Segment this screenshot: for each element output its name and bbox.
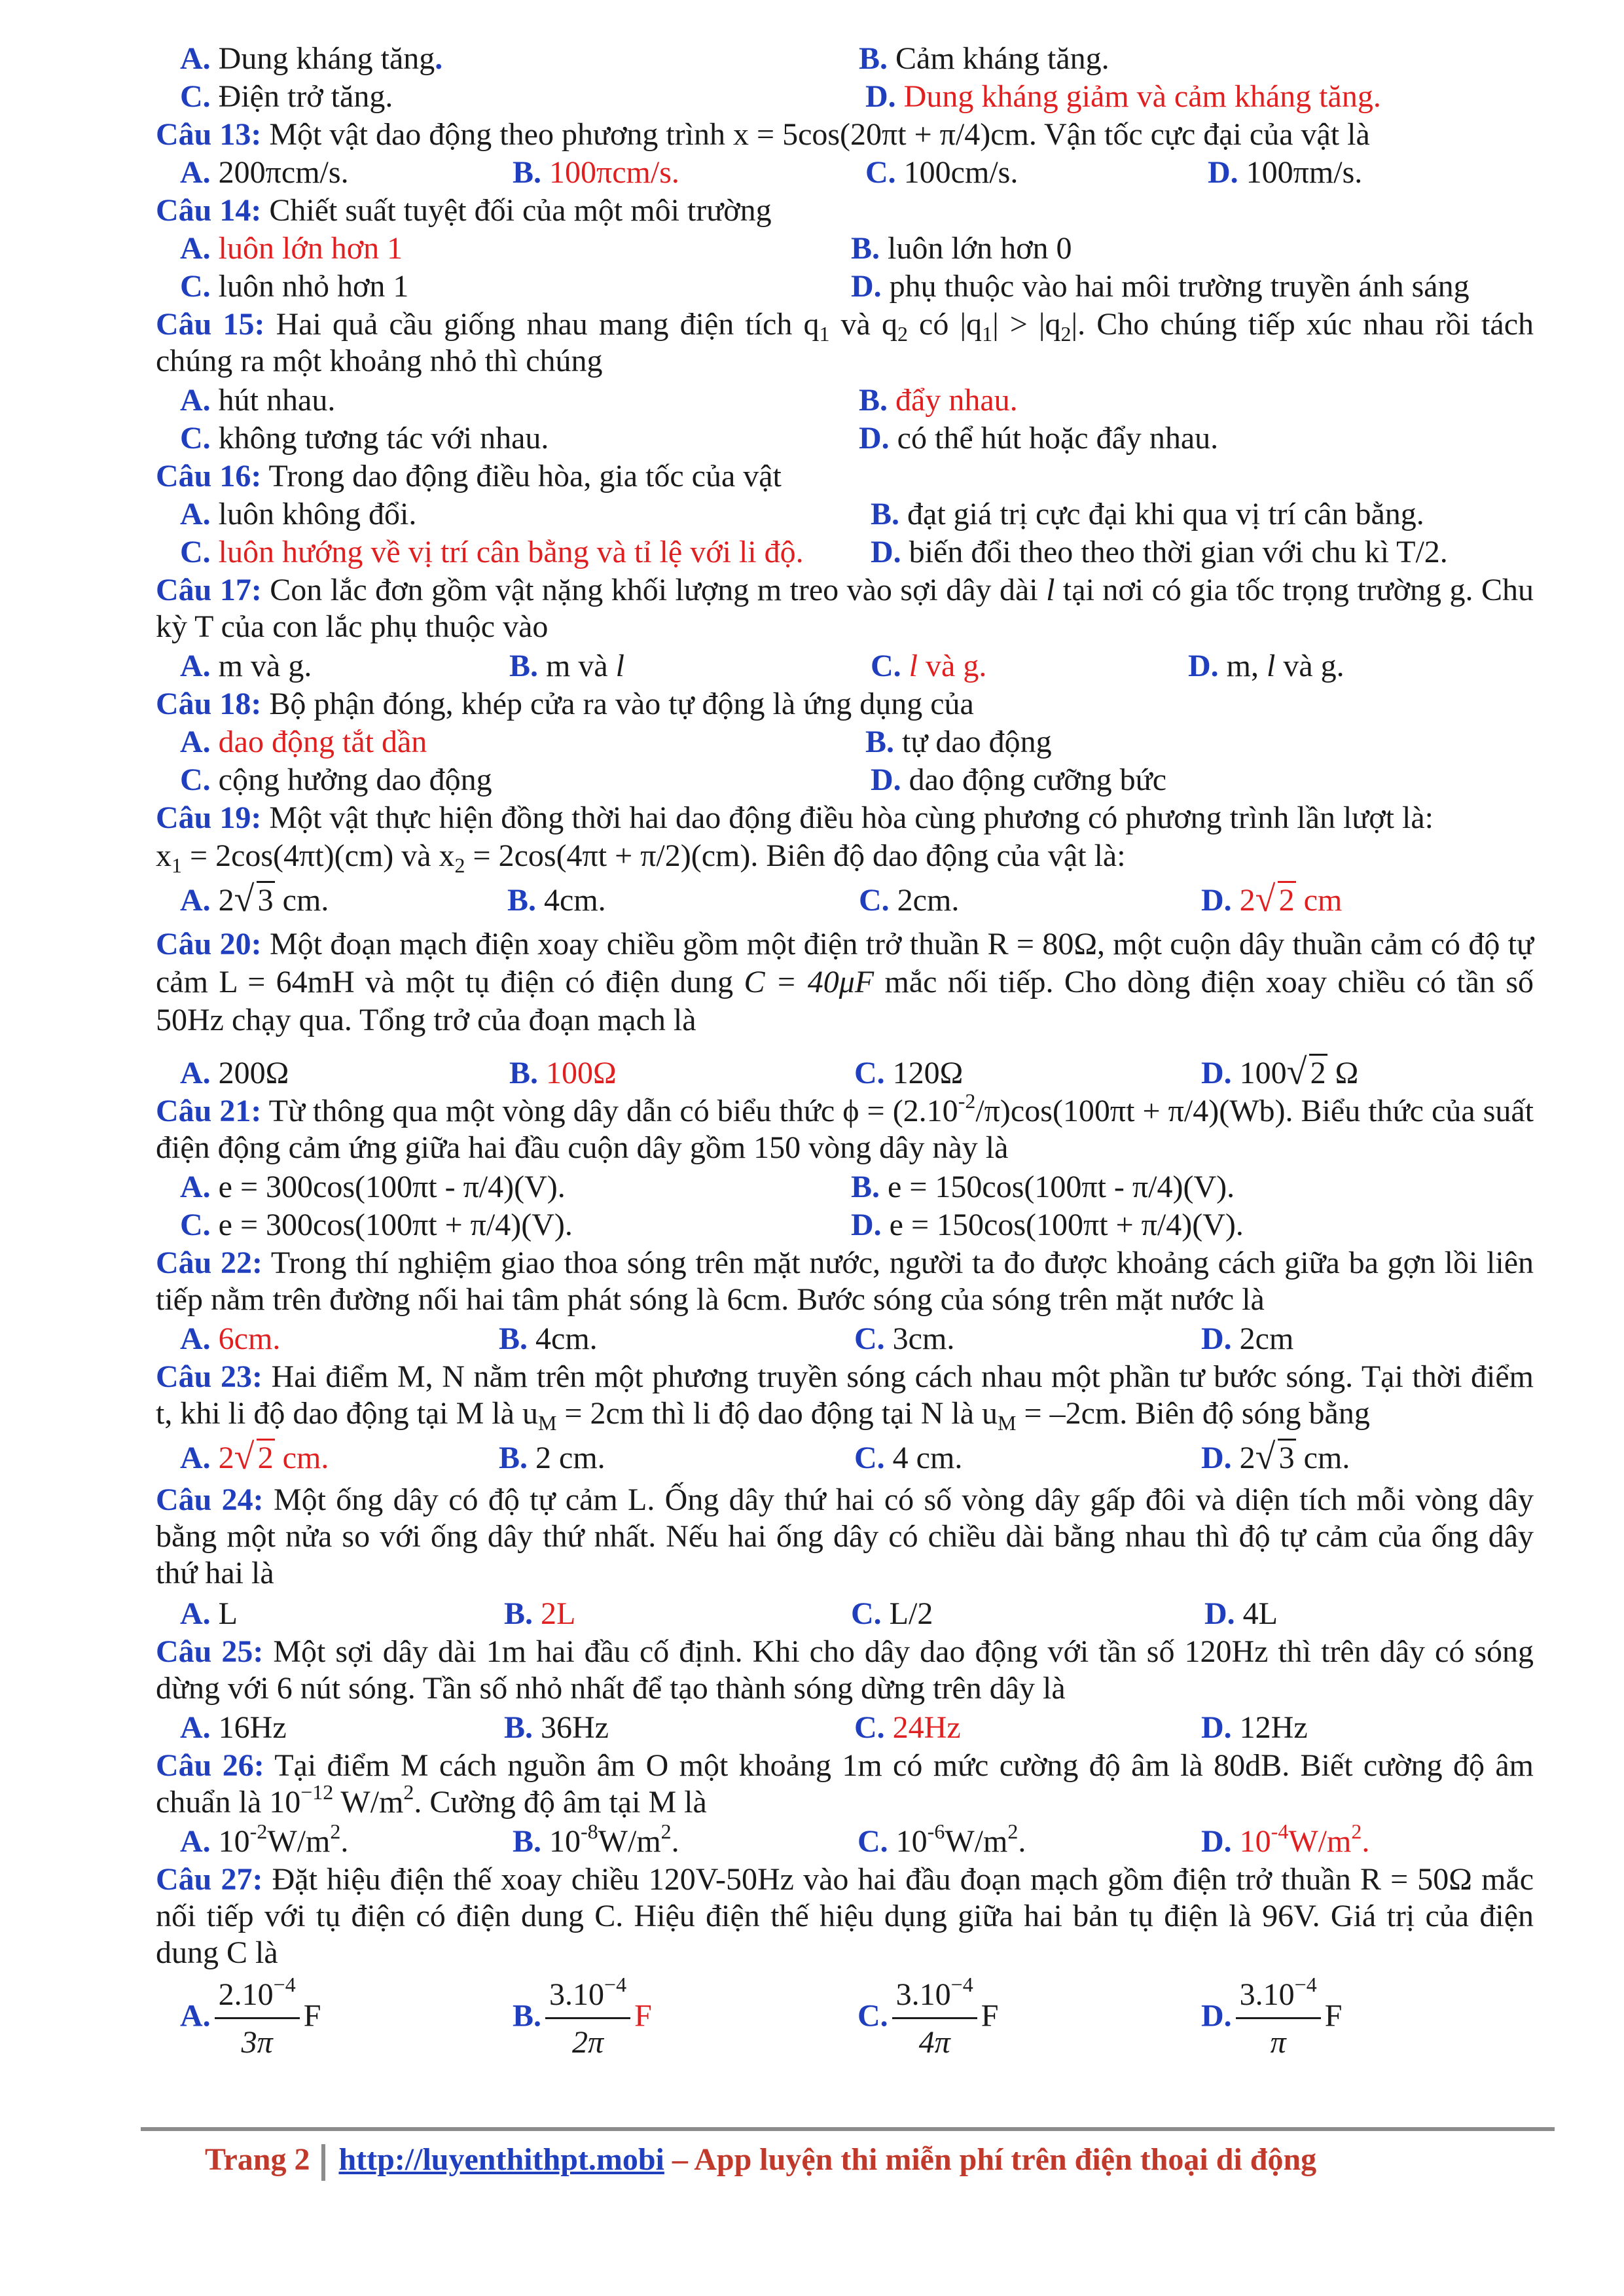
q16-option-d: D. biến đổi theo theo thời gian với chu kì T/2. bbox=[871, 535, 1448, 569]
q21-stem: Câu 21: Từ thông qua một vòng dây dẫn có biểu thức $\phi = (2.10^{-2}/\pi)\cos(100\pi t + \pi/4)(Wb)$. Biểu thức của suất điện động cảm ứng giữa hai đầu cuộn dây gồm 150 vòng dây này là bbox=[156, 1089, 1534, 1165]
q15-stem: Câu 15: Hai quả cầu giống nhau mang điện tích $q_1$ và $q_2$ có $|q_1| > |q_2|$. Cho chúng tiếp xúc nhau rồi tách chúng ra một khoảng nhỏ thì chúng bbox=[156, 307, 1534, 378]
q19-option-a: A. 2 √ 3 cm. bbox=[180, 879, 329, 920]
q18-option-a: A. dao động tắt dần bbox=[180, 725, 427, 759]
q25-option-d: D. 12Hz bbox=[1201, 1710, 1308, 1745]
q27-stem: Câu 27: Đặt hiệu điện thế xoay chiều 120V-50Hz vào hai đầu đoạn mạch gồm điện trở thuần R = 50Ω mắc nối tiếp với tụ điện có điện dung C. Hiệu điện thế hiệu dụng giữa hai bản tụ điện là 96V. Giá trị của điện dung C là bbox=[156, 1862, 1534, 1970]
q19-equations: $x_1 = 2\cos(4\pi t)(cm)$ và $x_2 = 2\cos(4\pi t + \pi/2)(cm)$. Biên độ dao động của vật là: bbox=[156, 838, 1126, 877]
q26-option-a: A. $10^{-2}W/m^2$. bbox=[180, 1820, 349, 1859]
q21-option-c: C. e = 300cos(100πt + π/4)(V). bbox=[180, 1208, 573, 1242]
page-number: Trang 2 bbox=[205, 2142, 310, 2177]
q26-option-d: D. $10^{-4}W/m^2$. bbox=[1201, 1820, 1370, 1859]
q23-option-b: B. 2 cm. bbox=[499, 1441, 605, 1475]
q12-option-a: A. Dung kháng tăng. bbox=[180, 41, 443, 76]
q26-option-b: B. $10^{-8}W/m^2$. bbox=[513, 1820, 679, 1859]
q16-option-b: B. đạt giá trị cực đại khi qua vị trí cân bằng. bbox=[871, 497, 1424, 531]
q27-option-d: D. $\frac{3.10^{-4}}{\pi}$ F bbox=[1201, 1973, 1343, 2060]
q20-option-b: B. 100Ω bbox=[509, 1056, 617, 1090]
q23-option-a: A. 2 √ 2 cm. bbox=[180, 1437, 329, 1477]
q22-option-b: B. 4cm. bbox=[499, 1321, 598, 1356]
q25-stem: Câu 25: Một sợi dây dài 1m hai đầu cố định. Khi cho dây dao động với tần số 120Hz thì trên dây có sóng dừng với 6 nút sóng. Tần số nhỏ nhất để tạo thành sóng dừng trên dây là bbox=[156, 1634, 1534, 1706]
q18-option-b: B. tự dao động bbox=[865, 725, 1052, 759]
q26-stem: Câu 26: Tại điểm M cách nguồn âm O một khoảng 1m có mức cường độ âm là 80dB. Biết cường độ âm chuẩn là $10^{-12}$ $W/m^2$. Cường độ âm tại M là bbox=[156, 1748, 1534, 1820]
q19-option-d: D. 2 √ 2 cm bbox=[1201, 879, 1343, 920]
q20-option-c: C. 120Ω bbox=[854, 1056, 964, 1090]
q22-option-c: C. 3cm. bbox=[854, 1321, 955, 1356]
q13-option-c: C. 100cm/s. bbox=[865, 155, 1019, 190]
q14-option-a: A. luôn lớn hơn 1 bbox=[180, 231, 403, 266]
q13-option-b: B. 100πcm/s. bbox=[513, 155, 679, 190]
q17-option-a: A. m và g. bbox=[180, 649, 312, 683]
q22-option-d: D. 2cm bbox=[1201, 1321, 1294, 1356]
q26-option-c: C. $10^{-6}W/m^2$. bbox=[857, 1820, 1026, 1859]
q21-option-d: D. e = 150cos(100πt + π/4)(V). bbox=[851, 1208, 1244, 1242]
q17-stem: Câu 17: Con lắc đơn gồm vật nặng khối lượng m treo vào sợi dây dài l tại nơi có gia tốc trọng trường g. Chu kỳ T của con lắc phụ thuộc vào bbox=[156, 573, 1534, 644]
q18-stem: Câu 18: Bộ phận đóng, khép cửa ra vào tự động là ứng dụng của bbox=[156, 687, 974, 721]
q24-option-d: D. 4L bbox=[1204, 1596, 1278, 1631]
q17-option-d: D. m, l và g. bbox=[1188, 649, 1344, 683]
q19-option-b: B. 4cm. bbox=[507, 883, 606, 918]
q17-option-b: B. m và l bbox=[509, 649, 624, 683]
q22-option-a: A. 6cm. bbox=[180, 1321, 281, 1356]
footer-link[interactable]: http://luyenthithpt.mobi bbox=[338, 2142, 664, 2177]
q12-option-b: B. Cảm kháng tăng. bbox=[859, 41, 1110, 76]
q16-stem: Câu 16: Trong dao động điều hòa, gia tốc của vật bbox=[156, 459, 782, 493]
q18-option-c: C. cộng hưởng dao động bbox=[180, 762, 492, 797]
q20-option-d: D. 100 √ 2 Ω bbox=[1201, 1052, 1359, 1092]
q22-stem: Câu 22: Trong thí nghiệm giao thoa sóng trên mặt nước, người ta đo được khoảng cách giữa ba gợn lồi liên tiếp nằm trên đường nối hai tâm phát sóng là 6cm. Bước sóng của sóng trên mặt nước là bbox=[156, 1246, 1534, 1317]
q20-option-a: A. 200Ω bbox=[180, 1056, 289, 1090]
q15-option-d: D. có thể hút hoặc đẩy nhau. bbox=[859, 421, 1219, 456]
q21-option-a: A. e = 300cos(100πt - π/4)(V). bbox=[180, 1170, 566, 1204]
footer-separator bbox=[321, 2144, 325, 2181]
q15-option-b: B. đẩy nhau. bbox=[859, 383, 1018, 418]
q13-stem: Câu 13: Một vật dao động theo phương trình x = 5cos(20πt + π/4)cm. Vận tốc cực đại của vật là bbox=[156, 117, 1370, 152]
q24-option-c: C. L/2 bbox=[851, 1596, 933, 1631]
q19-stem: Câu 19: Một vật thực hiện đồng thời hai dao động điều hòa cùng phương có phương trình lần lượt là: bbox=[156, 800, 1434, 835]
q16-option-c: C. luôn hướng về vị trí cân bằng và tỉ lệ với li độ. bbox=[180, 535, 804, 569]
q23-option-d: D. 2 √ 3 cm. bbox=[1201, 1437, 1350, 1477]
q23-stem: Câu 23: Hai điểm M, N nằm trên một phương truyền sóng cách nhau một phần tư bước sóng. Tại thời điểm t, khi li độ dao động tại M là $u_M = 2cm$ thì li độ dao động tại N là $u_M = -2cm$. Biên độ sóng bằng bbox=[156, 1359, 1534, 1435]
q21-option-b: B. e = 150cos(100πt - π/4)(V). bbox=[851, 1170, 1235, 1204]
footer bbox=[205, 2142, 1316, 2181]
q24-option-b: B. 2L bbox=[504, 1596, 576, 1631]
q18-option-d: D. dao động cưỡng bức bbox=[871, 762, 1166, 797]
q25-option-a: A. 16Hz bbox=[180, 1710, 287, 1745]
q14-option-d: D. phụ thuộc vào hai môi trường truyền ánh sáng bbox=[851, 269, 1470, 304]
q13-option-a: A. 200πcm/s. bbox=[180, 155, 349, 190]
q14-option-c: C. luôn nhỏ hơn 1 bbox=[180, 269, 409, 304]
q20-stem: Câu 20: Một đoạn mạch điện xoay chiều gồm một điện trở thuần R = 80Ω, một cuộn dây thuần cảm có độ tự cảm L = 64mH và một tụ điện có điện dung C = 40μF mắc nối tiếp. Cho dòng điện xoay chiều có tần số 50Hz chạy qua. Tổng trở của đoạn mạch là bbox=[156, 927, 1534, 1037]
q24-option-a: A. L bbox=[180, 1596, 238, 1631]
q14-stem: Câu 14: Chiết suất tuyệt đối của một môi trường bbox=[156, 193, 772, 228]
q12-option-c: C. Điện trở tăng. bbox=[180, 79, 393, 114]
q16-option-a: A. luôn không đổi. bbox=[180, 497, 417, 531]
q14-option-b: B. luôn lớn hơn 0 bbox=[851, 231, 1072, 266]
footer-tagline: – App luyện thi miễn phí trên điện thoại di động bbox=[664, 2142, 1317, 2177]
q17-option-c: C. l và g. bbox=[871, 649, 987, 683]
q13-option-d: D. 100πm/s. bbox=[1208, 155, 1363, 190]
q27-option-c: C. $\frac{3.10^{-4}}{4\pi}$ F bbox=[857, 1973, 999, 2060]
footer-rule bbox=[141, 2127, 1555, 2131]
q27-option-a: A. $\frac{2.10^{-4}}{3\pi}$ F bbox=[180, 1973, 321, 2060]
q25-option-c: C. 24Hz bbox=[854, 1710, 961, 1745]
q12-option-d: D. Dung kháng giảm và cảm kháng tăng. bbox=[865, 79, 1381, 114]
q23-option-c: C. 4 cm. bbox=[854, 1441, 963, 1475]
q15-option-c: C. không tương tác với nhau. bbox=[180, 421, 549, 456]
q27-option-b: B. $\frac{3.10^{-4}}{2\pi}$ F bbox=[513, 1973, 652, 2060]
q19-option-c: C. 2cm. bbox=[859, 883, 960, 918]
q15-option-a: A. hút nhau. bbox=[180, 383, 336, 418]
q24-stem: Câu 24: Một ống dây có độ tự cảm L. Ống dây thứ hai có số vòng dây gấp đôi và diện tích mỗi vòng dây bằng một nửa so với ống dây thứ nhất. Nếu hai ống dây có chiều dài bằng nhau thì độ tự cảm của ống dây thứ hai là bbox=[156, 1482, 1534, 1590]
q25-option-b: B. 36Hz bbox=[504, 1710, 609, 1745]
